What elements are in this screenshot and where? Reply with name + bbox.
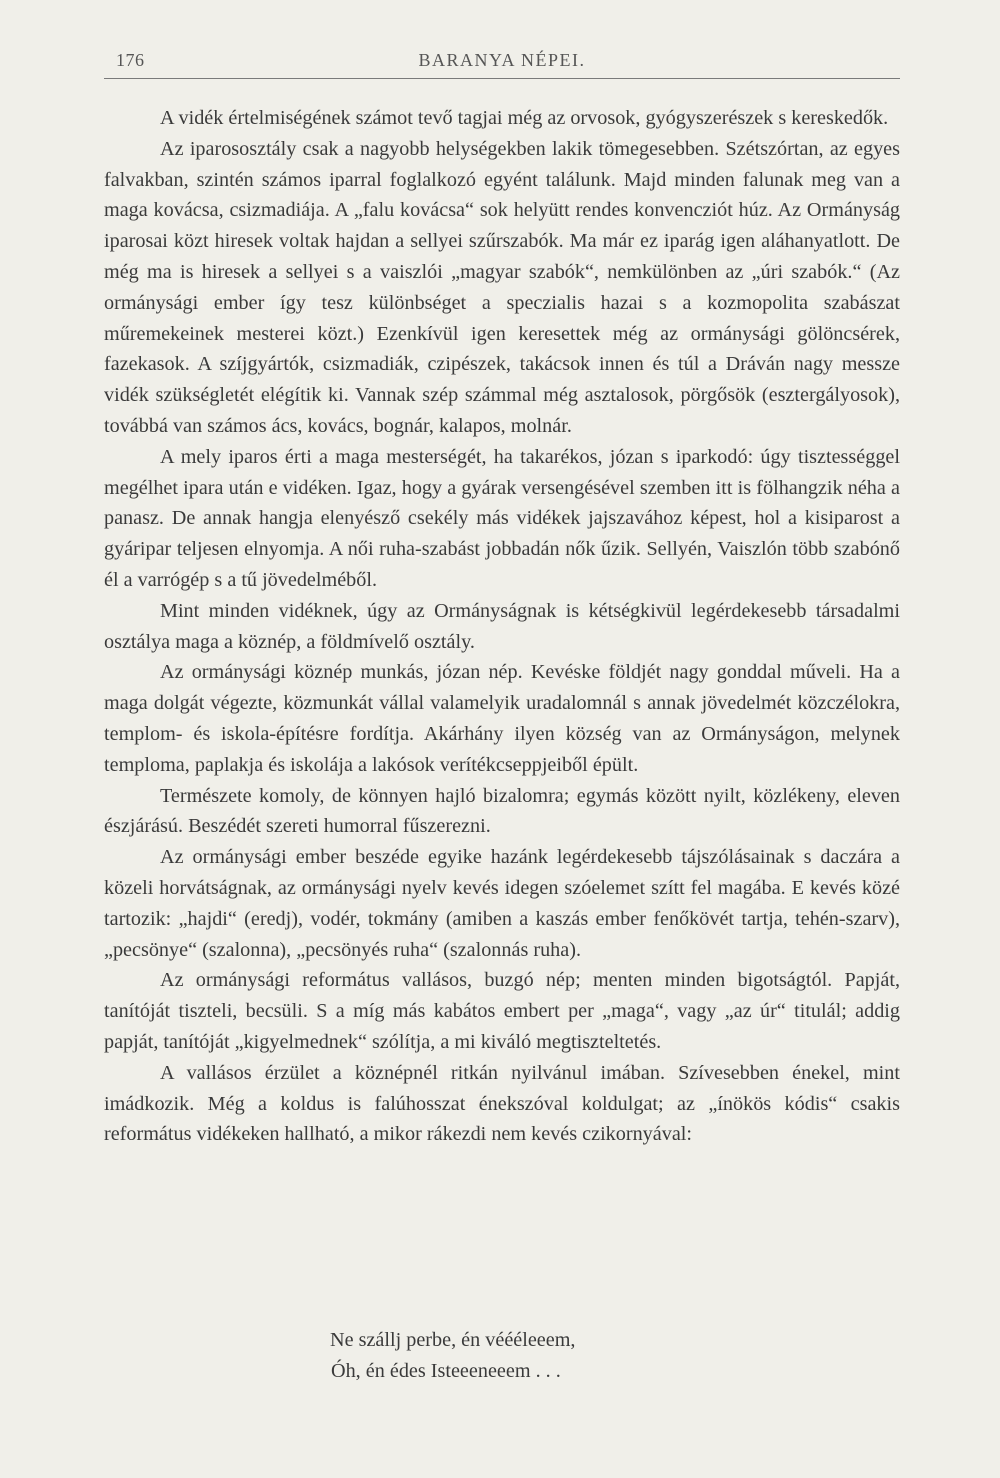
paragraph: Természete komoly, de könnyen hajló bizalomra; egymás között nyilt, közlékeny, eleven észjárású. Beszédét szereti humorral fűszerezni. (104, 784, 900, 838)
verse-line: Ne szállj perbe, én vééélееem, (330, 1329, 576, 1351)
paragraph: Az ormánysági köznép munkás, józan nép. Kevéske földjét nagy gonddal műveli. Ha a maga dolgát végezte, közmunkát vállal valamelyik uradalomnál s annak jövedelmét közczélokra, templom- és iskola-építésre fordítja. Akárhány ilyen község van az Ormányságon, melynek temploma, paplakja és iskolája a lakósok verítékcseppjeiből épült. (104, 661, 900, 776)
paragraph: Az iparososztály csak a nagyobb helységekben lakik tömegesebben. Szétszórtan, az egyes falvakban, szintén számos iparral foglalkozó egyént találunk. Majd minden falunak meg van a maga kovácsa, csizmadiája. A „falu kovácsa“ sok helyütt rendes konvencziót húz. Az Ormányság iparosai közt hiresek voltak hajdan a sellyei szűrszabók. Ma már ez iparág igen aláhanyatlott. De még ma is hiresek a sellyei s a vaiszlói „magyar szabók“, nemkülönben az „úri szabók.“ (Az ormánysági ember így tesz különbséget a speczialis hazai s a kozmopolita szabászat műremekeinek mesterei közt.) Ezenkívül igen keresettek még az ormánysági gölöncsérek, fazekasok. A szíjgyártók, csizmadiák, czipészek, takácsok innen és túl a Dráván nagy messze vidék szükségletét elégítik ki. Vannak szép számmal még asztalosok, pörgősök (esztergályosok), továbbá van számos ács, kovács, bognár, kalapos, molnár. (104, 137, 900, 437)
verse-line: Óh, én édes Isteeeneeem . . . (331, 1359, 561, 1382)
paragraph: Mint minden vidéknek, úgy az Ormányságnak is kétségkivül legérdekesebb társadalmi osztálya maga a köznép, a földmívelő osztály. (104, 599, 900, 653)
paragraph: Az ormánysági ember beszéde egyike hazánk legérdekesebb tájszólásainak s daczára a közeli horvátságnak, az ormánysági nyelv kevés idegen szóelemet szítt fel magába. E kevés közé tartozik: „hajdi“ (eredj), vodér, tokmány (amiben a kaszás ember fenőkövét tartja, tehén-szarv), „pecsönye“ (szalonna), „pecsönyés ruha“ (szalonnás ruha). (104, 846, 900, 961)
page-header (104, 48, 900, 80)
paragraph: A vidék értelmiségének számot tevő tagjai még az orvosok, gyógyszerészek s kereskedők. (160, 107, 889, 129)
verse-quote (330, 1325, 575, 1386)
paragraph: A mely iparos érti a maga mesterségét, ha takarékos, józan s iparkodó: úgy tisztességgel megélhet ipara után e vidéken. Igaz, hogy a gyárak versengésével szemben itt is fölhangzik néha a panasz. De annak hangja elenyésző csekély más vidékek jajszavához képest, hol a kisiparost a gyáripar teljesen elnyomja. A női ruha-szabást jobbadán nők űzik. Sellyén, Vaiszlón több szabónő él a varrógép s a tű jövedelméből. (104, 445, 900, 591)
paragraph: A vallásos érzület a köznépnél ritkán nyilvánul imában. Szívesebben énekel, mint imádkozik. Még a koldus is falúhosszat énekszóval koldulgat; az „ínökös kódis“ csakis református vidékeken hallható, a mikor rákezdi nem kevés czikornyával: (104, 1061, 900, 1146)
page-number: 176 (116, 50, 145, 70)
paragraph: Az ormánysági református vallásos, buzgó nép; menten minden bigotságtól. Papját, tanítóját tiszteli, becsüli. S a míg más kabátos embert per „maga“, vagy „az úr“ titulál; addig papját, tanítóját „kigyelmednek“ szólítja, a mi kiváló megtiszteltetés. (104, 969, 900, 1053)
body-text (104, 103, 900, 1150)
header-rule (104, 78, 900, 79)
running-title: BARANYA NÉPEI. (418, 50, 586, 70)
